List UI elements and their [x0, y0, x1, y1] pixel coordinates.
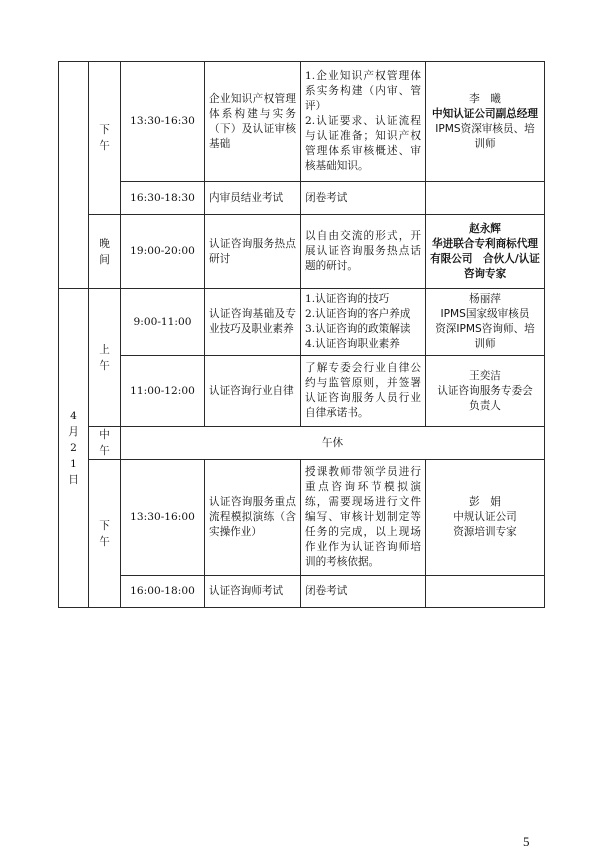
- topic-cell: 企业知识产权管理体系构建与实务（下）及认证审核基础: [205, 62, 301, 182]
- teacher-cell: [426, 460, 545, 576]
- teacher-title: IPMS国家级审核员: [440, 308, 530, 320]
- teacher-cell: [426, 215, 545, 289]
- teacher-title: 资源培训专家: [453, 526, 517, 538]
- content-line: 2.认证咨询的客户养成: [305, 308, 411, 320]
- teacher-name: 赵永辉: [469, 222, 501, 235]
- time-cell: 16:30-18:30: [121, 182, 205, 215]
- content-line: 1.企业知识产权管理体系实务构建（内审、管评）: [305, 70, 421, 112]
- topic-cell: 认证咨询师考试: [205, 576, 301, 608]
- teacher-name: 杨丽萍: [469, 293, 501, 305]
- topic-cell: 认证咨询基础及专业技巧及职业素养: [205, 289, 301, 356]
- content-cell: 闭卷考试: [301, 182, 426, 215]
- table-row: [59, 427, 545, 460]
- content-line: 4.认证咨询职业素养: [305, 338, 400, 350]
- teacher-title: 中规认证公司: [453, 511, 517, 523]
- table-row: [59, 356, 545, 427]
- teacher-title: 认证咨询服务专委会: [437, 384, 533, 397]
- teacher-title: 资深IPMS咨询师、培训师: [435, 323, 535, 350]
- period-cell: 晚间: [89, 215, 121, 289]
- time-cell: 16:00-18:00: [121, 576, 205, 608]
- period-cell: 下午: [89, 460, 121, 608]
- page-number: 5: [523, 834, 530, 849]
- teacher-title: 华进联合专利商标代理有限公司 合伙人/认证咨询专家: [430, 237, 540, 280]
- teacher-name: 王奕洁: [469, 369, 501, 382]
- table-row: [59, 576, 545, 608]
- content-cell: 授课教师带领学员进行重点咨询环节模拟演练，需要现场进行文件编写、审核计划制定等任务的完成，以上现场作业作为认证咨询师培训的考核依据。: [301, 460, 426, 576]
- time-cell: 13:30-16:00: [121, 460, 205, 576]
- topic-cell: 内审员结业考试: [205, 182, 301, 215]
- table-row: [59, 289, 545, 356]
- date-cell-previous: [59, 62, 89, 289]
- topic-cell: 认证咨询服务重点流程模拟演练（含实操作业）: [205, 460, 301, 576]
- table-row: [59, 62, 545, 182]
- teacher-cell: [426, 182, 545, 215]
- content-cell: [301, 62, 426, 182]
- content-cell: 以自由交流的形式，开展认证咨询服务热点话题的研讨。: [301, 215, 426, 289]
- content-cell: [301, 289, 426, 356]
- teacher-name: 李 曦: [469, 92, 501, 105]
- schedule-table: [58, 61, 545, 608]
- teacher-cell: [426, 576, 545, 608]
- teacher-cell: [426, 356, 545, 427]
- date-cell: 4月21日: [59, 289, 89, 608]
- teacher-name: 彭 娟: [469, 496, 501, 508]
- teacher-title: 负责人: [469, 399, 501, 412]
- content-line: 2.认证要求、认证流程与认证准备；知识产权管理体系审核概述、审核基础知识。: [305, 115, 421, 172]
- table-row: [59, 182, 545, 215]
- table-row: [59, 215, 545, 289]
- time-cell: 11:00-12:00: [121, 356, 205, 427]
- period-cell: 上午: [89, 289, 121, 427]
- table-row: [59, 460, 545, 576]
- content-line: 3.认证咨询的政策解读: [305, 323, 411, 335]
- topic-cell: 认证咨询服务热点研讨: [205, 215, 301, 289]
- period-cell: 中午: [89, 427, 121, 460]
- teacher-cell: [426, 289, 545, 356]
- time-cell: 13:30-16:30: [121, 62, 205, 182]
- content-cell: 闭卷考试: [301, 576, 426, 608]
- period-cell: 下午: [89, 62, 121, 215]
- teacher-cell: [426, 62, 545, 182]
- time-cell: 9:00-11:00: [121, 289, 205, 356]
- topic-cell: 认证咨询行业自律: [205, 356, 301, 427]
- content-line: 1.认证咨询的技巧: [305, 293, 390, 305]
- teacher-title: IPMS资深审核员、培训师: [435, 122, 535, 150]
- noon-rest-cell: 午休: [121, 427, 545, 460]
- teacher-title: 中知认证公司副总经理: [432, 107, 538, 120]
- time-cell: 19:00-20:00: [121, 215, 205, 289]
- content-cell: 了解专委会行业自律公约与监管原则，并签署认证咨询服务人员行业自律承诺书。: [301, 356, 426, 427]
